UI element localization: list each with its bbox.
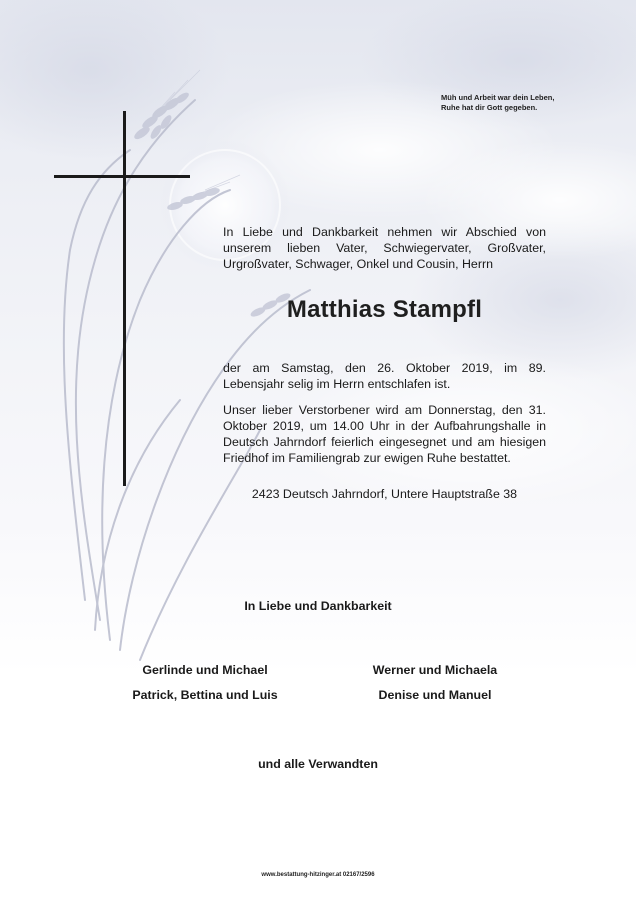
death-notice: der am Samstag, den 26. Oktober 2019, im 89. Lebensjahr selig im Herrn entschlafen ist. xyxy=(223,361,546,391)
mourner-entry: Patrick, Bettina und Luis xyxy=(132,688,278,702)
deceased-name: Matthias Stampfl xyxy=(286,296,483,323)
address: 2423 Deutsch Jahrndorf, Untere Hauptstraße 38 xyxy=(251,487,518,501)
closing-line: In Liebe und Dankbarkeit xyxy=(244,599,392,613)
mourner-entry: Werner und Michaela xyxy=(372,663,498,677)
mourner-entry: Gerlinde und Michael xyxy=(142,663,268,677)
mourner-entry: Denise und Manuel xyxy=(378,688,492,702)
mourners-left xyxy=(75,658,335,708)
motto xyxy=(441,93,601,113)
mourners-right xyxy=(305,658,565,708)
footer-credit: www.bestattung-hitzinger.at 02167/2596 xyxy=(261,872,375,878)
funeral-notice: Unser lieber Verstorbener wird am Donnerstag, den 31. Oktober 2019, um 14.00 Uhr in der Aufbahrungshalle in Deutsch Jahrndorf feierlich eingesegnet und am hiesigen Friedhof im Familiengrab zur ewigen Ruhe bestattet. xyxy=(223,403,546,465)
relatives-line: und alle Verwandten xyxy=(258,757,378,771)
cross-horizontal-bar xyxy=(54,175,190,178)
cross-vertical-bar xyxy=(123,111,126,486)
motto-line: Ruhe hat dir Gott gegeben. xyxy=(441,103,538,112)
intro-paragraph: In Liebe und Dankbarkeit nehmen wir Abschied von unserem lieben Vater, Schwiegervater, Großvater, Urgroßvater, Schwager, Onkel und Cousin, Herrn xyxy=(223,225,546,271)
motto-line: Müh und Arbeit war dein Leben, xyxy=(441,93,555,102)
